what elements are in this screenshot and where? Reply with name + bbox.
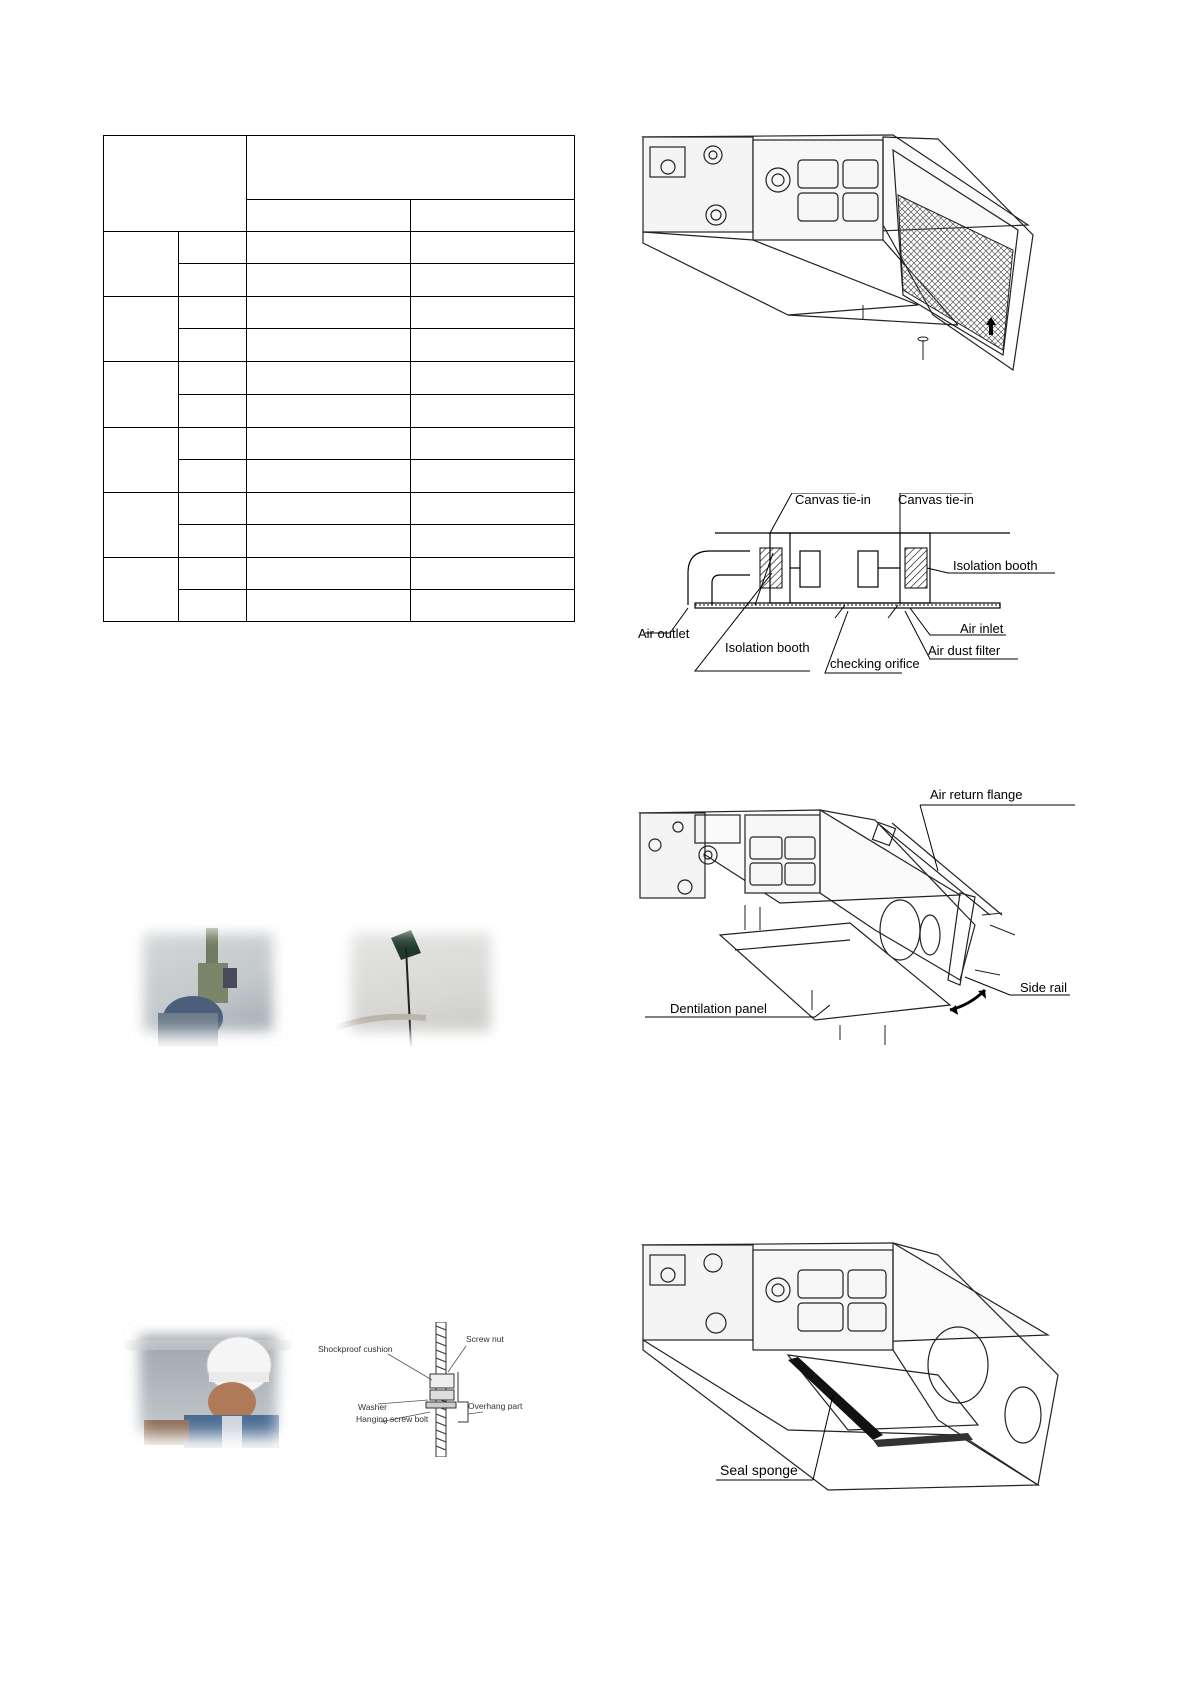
hanging-bolt-photo	[336, 918, 506, 1046]
table-header-cell	[104, 136, 247, 232]
spec-table	[103, 135, 575, 622]
table-cell	[179, 362, 247, 394]
table-cell	[410, 492, 574, 524]
table-cell	[179, 394, 247, 427]
label-canvas-tie-in-right: Canvas tie-in	[898, 493, 974, 507]
table-cell	[410, 362, 574, 394]
table-cell	[247, 264, 410, 297]
table-cell	[247, 329, 410, 362]
table-cell	[410, 297, 574, 329]
table-header-cell	[247, 200, 410, 232]
ventilation-panel-diagram	[630, 785, 1095, 1050]
table-cell	[179, 524, 247, 557]
table-cell	[247, 362, 410, 394]
table-cell	[179, 589, 247, 621]
table-header-cell	[247, 136, 575, 200]
table-header-cell	[410, 200, 574, 232]
table-cell	[247, 297, 410, 329]
table-cell	[179, 557, 247, 589]
label-isolation-booth-left: Isolation booth	[725, 640, 810, 655]
label-isolation-booth-right: Isolation booth	[953, 558, 1038, 573]
table-cell	[247, 492, 410, 524]
table-cell	[247, 557, 410, 589]
label-canvas-tie-in-left: Canvas tie-in	[795, 493, 871, 507]
label-air-return-flange: Air return flange	[930, 787, 1023, 802]
table-cell	[247, 524, 410, 557]
table-cell	[247, 589, 410, 621]
table-cell	[247, 232, 410, 264]
worker-helmet-photo	[124, 1320, 292, 1448]
table-cell	[179, 329, 247, 362]
table-group-cell	[104, 492, 179, 557]
table-group-cell	[104, 557, 179, 621]
table-cell	[247, 459, 410, 492]
table-cell	[410, 459, 574, 492]
table-group-cell	[104, 297, 179, 362]
table-cell	[247, 394, 410, 427]
table-group-cell	[104, 362, 179, 427]
label-seal-sponge: Seal sponge	[720, 1462, 798, 1478]
seal-sponge-diagram	[638, 1235, 1098, 1495]
table-cell	[410, 264, 574, 297]
label-dentilation-panel: Dentilation panel	[670, 1001, 767, 1016]
table-group-cell	[104, 427, 179, 492]
table-cell	[410, 524, 574, 557]
table-cell	[410, 589, 574, 621]
duct-installation-diagram	[630, 493, 1080, 678]
table-cell	[179, 427, 247, 459]
label-side-rail: Side rail	[1020, 980, 1067, 995]
table-cell	[410, 394, 574, 427]
label-air-outlet: Air outlet	[638, 626, 690, 641]
table-cell	[247, 427, 410, 459]
unit-filter-illustration	[638, 125, 1098, 400]
label-screw-nut: Screw nut	[466, 1334, 504, 1344]
label-checking-orifice: checking orifice	[830, 656, 920, 671]
table-cell	[410, 427, 574, 459]
table-cell	[179, 232, 247, 264]
table-cell	[410, 329, 574, 362]
label-overhang-part: Overhang part	[468, 1401, 523, 1411]
hanger-detail-diagram	[318, 1322, 543, 1457]
table-cell	[410, 557, 574, 589]
table-cell	[179, 459, 247, 492]
drilling-photo	[128, 918, 288, 1046]
table-cell	[410, 232, 574, 264]
table-cell	[179, 492, 247, 524]
label-hanging-screw-bolt: Hanging screw bolt	[356, 1414, 429, 1424]
table-cell	[179, 264, 247, 297]
label-shockproof-cushion: Shockproof cushion	[318, 1344, 393, 1354]
label-air-dust-filter: Air dust filter	[928, 643, 1001, 658]
table-cell	[179, 297, 247, 329]
table-group-cell	[104, 232, 179, 297]
label-washer: Washer	[358, 1402, 387, 1412]
label-air-inlet: Air inlet	[960, 621, 1004, 636]
